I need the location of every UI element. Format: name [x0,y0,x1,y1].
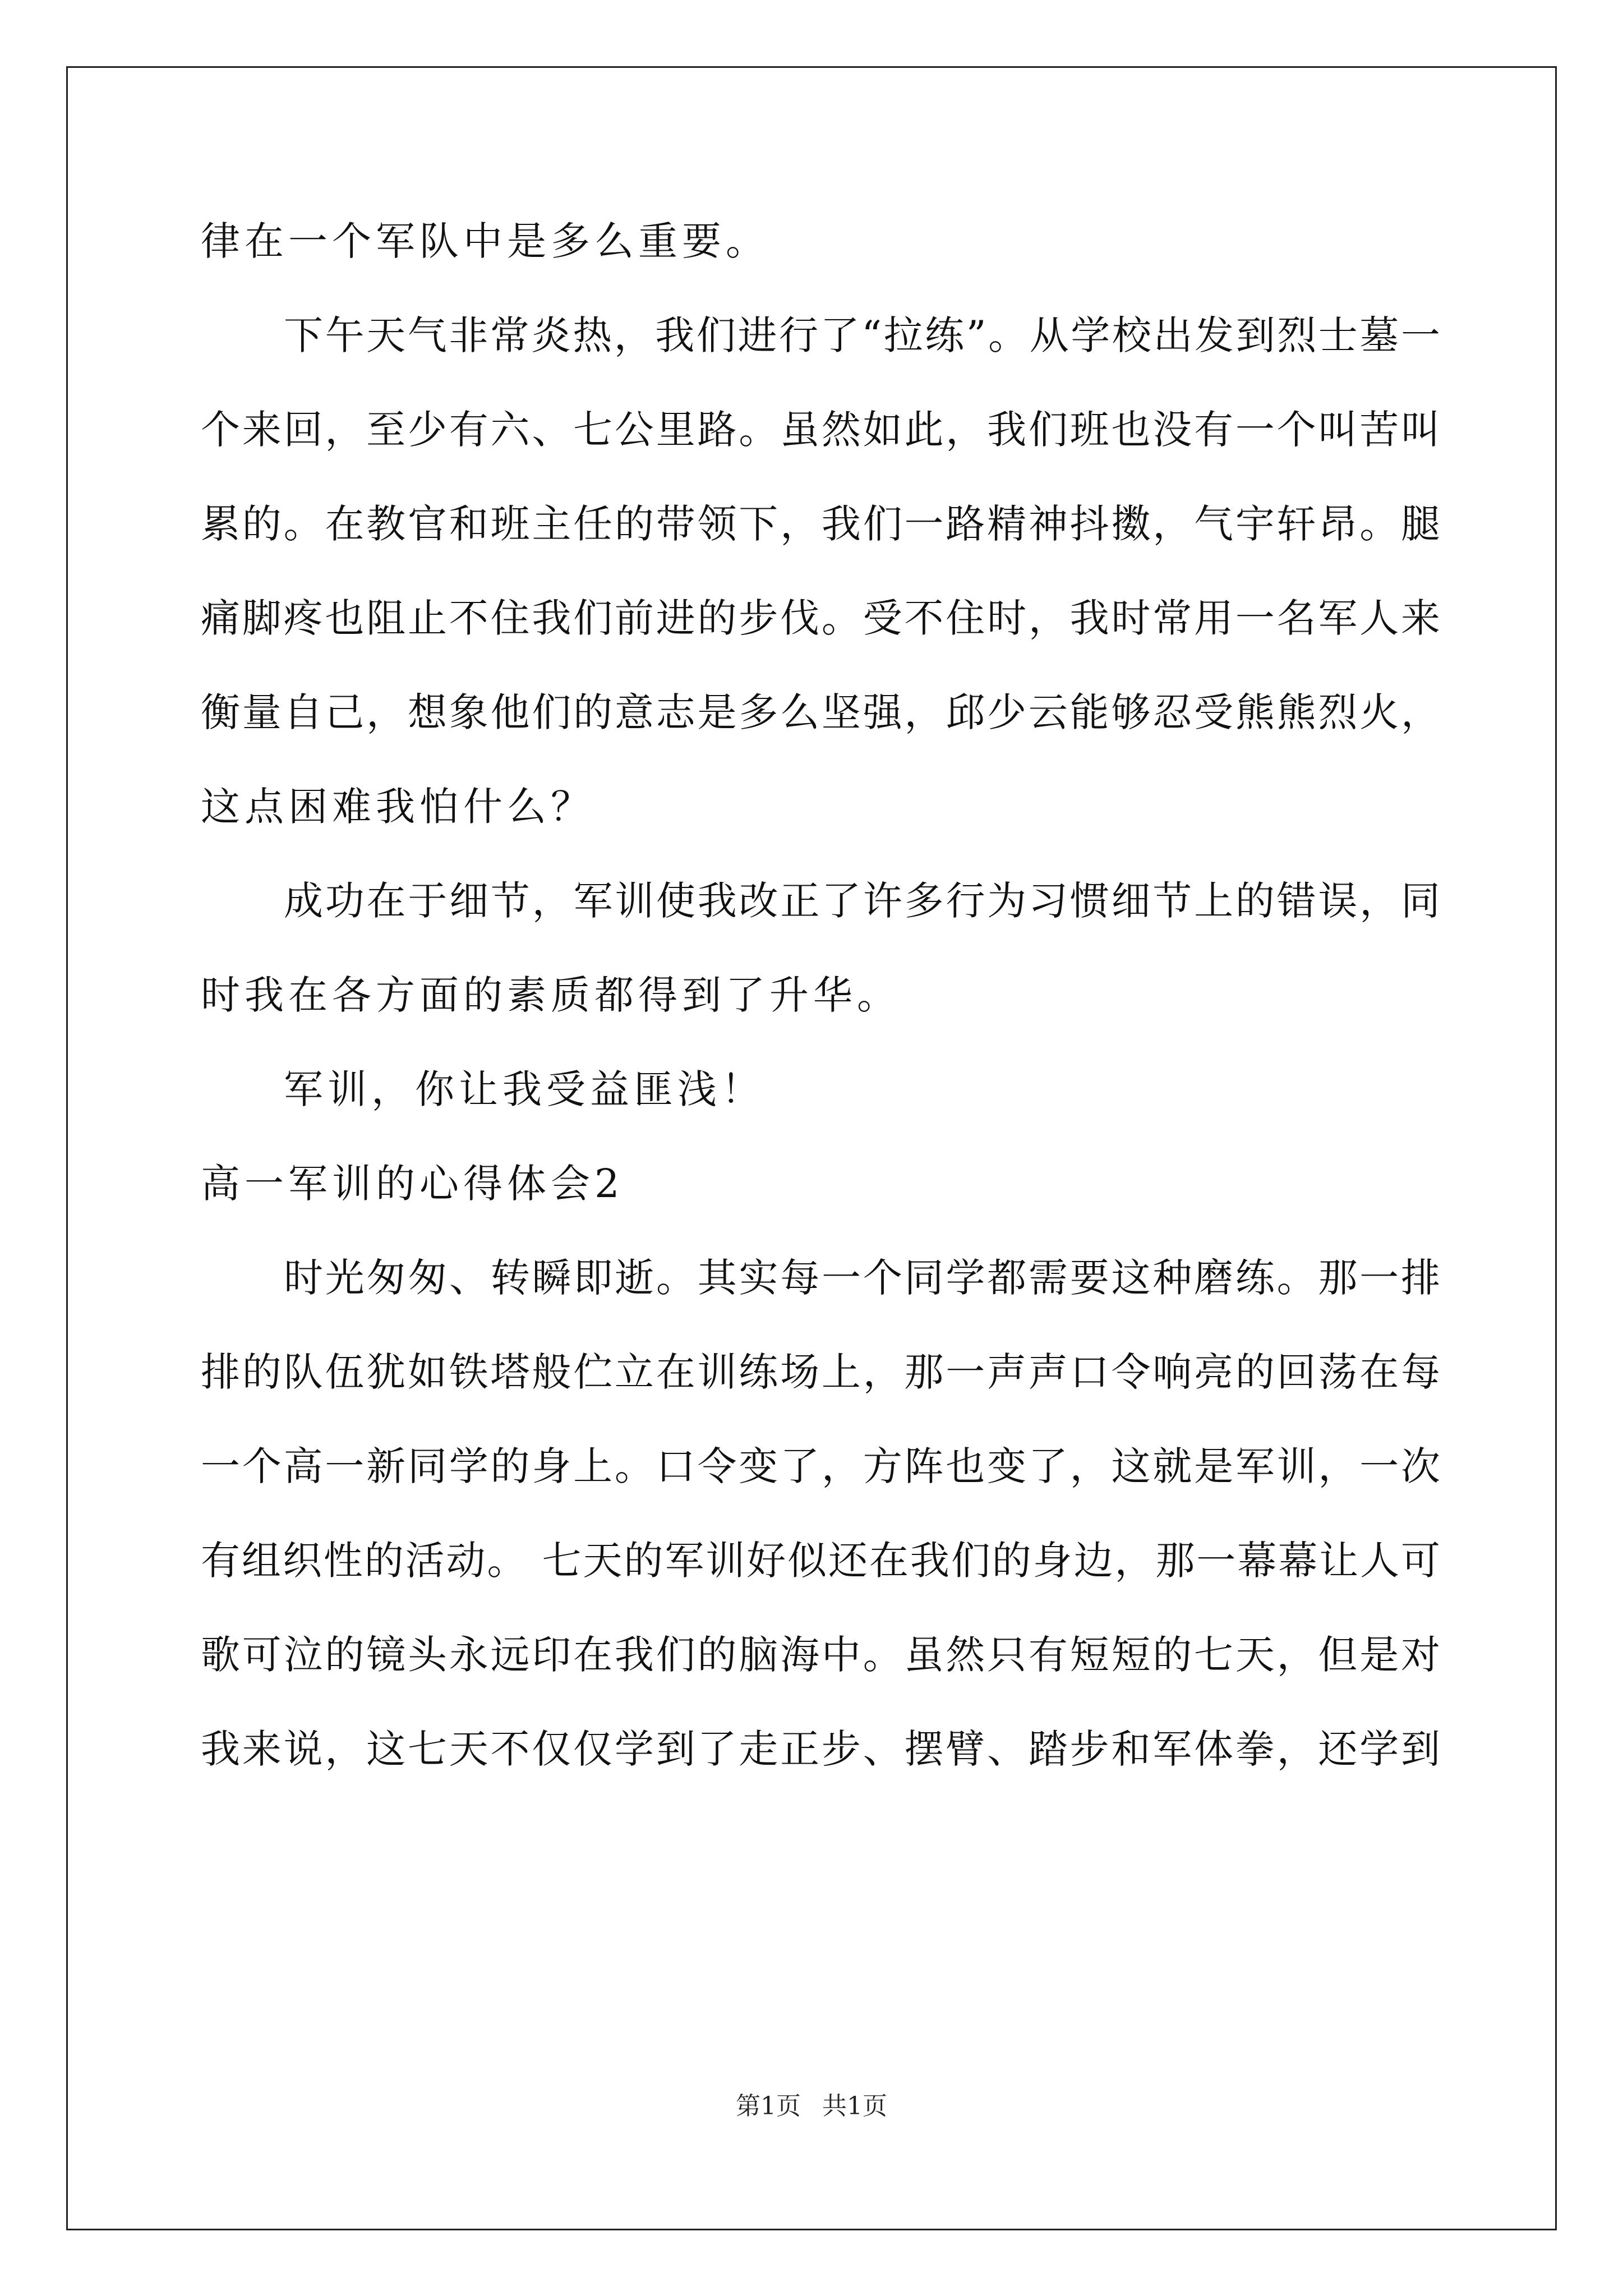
text-line: 一个高一新同学的身上。口令变了，方阵也变了，这就是军训，一次 [201,1443,1440,1489]
text-line: 这点困难我怕什么？ [201,784,594,830]
text-line: 成功在于细节，军训使我改正了许多行为习惯细节上的错误，同 [284,878,1440,924]
text-line: 个来回，至少有六、七公里路。虽然如此，我们班也没有一个叫苦叫 [201,407,1440,453]
text-line: 时光匆匆、转瞬即逝。其实每一个同学都需要这种磨练。那一排 [284,1255,1440,1301]
text-line: 累的。在教官和班主任的带领下，我们一路精神抖擞，气宇轩昂。腿 [201,501,1440,547]
page-total: 共1页 [822,2092,887,2120]
text-line: 我来说，这七天不仅仅学到了走正步、摆臂、踏步和军体拳，还学到 [201,1726,1440,1772]
text-line: 时我在各方面的素质都得到了升华。 [201,972,901,1018]
text-line: 歌可泣的镜头永远印在我们的脑海中。虽然只有短短的七天，但是对 [201,1632,1440,1678]
page-border [66,66,1557,2230]
section-heading: 高一军训的心得体会2 [201,1161,624,1207]
text-line: 排的队伍犹如铁塔般伫立在训练场上，那一声声口令响亮的回荡在每 [201,1349,1440,1395]
page-footer [0,2090,1623,2123]
text-line: 有组织性的活动。 七天的军训好似还在我们的身边，那一幕幕让人可 [201,1538,1440,1584]
text-line: 军训，你让我受益匪浅！ [284,1066,765,1112]
page-number: 第1页 [736,2092,801,2120]
text-line: 衡量自己，想象他们的意志是多么坚强，邱少云能够忍受熊熊烈火， [201,689,1440,735]
text-line: 下午天气非常炎热，我们进行了“拉练”。从学校出发到烈士墓一 [284,312,1440,358]
text-line: 痛脚疼也阻止不住我们前进的步伐。受不住时，我时常用一名军人来 [201,595,1440,641]
text-line: 律在一个军队中是多么重要。 [201,218,769,264]
